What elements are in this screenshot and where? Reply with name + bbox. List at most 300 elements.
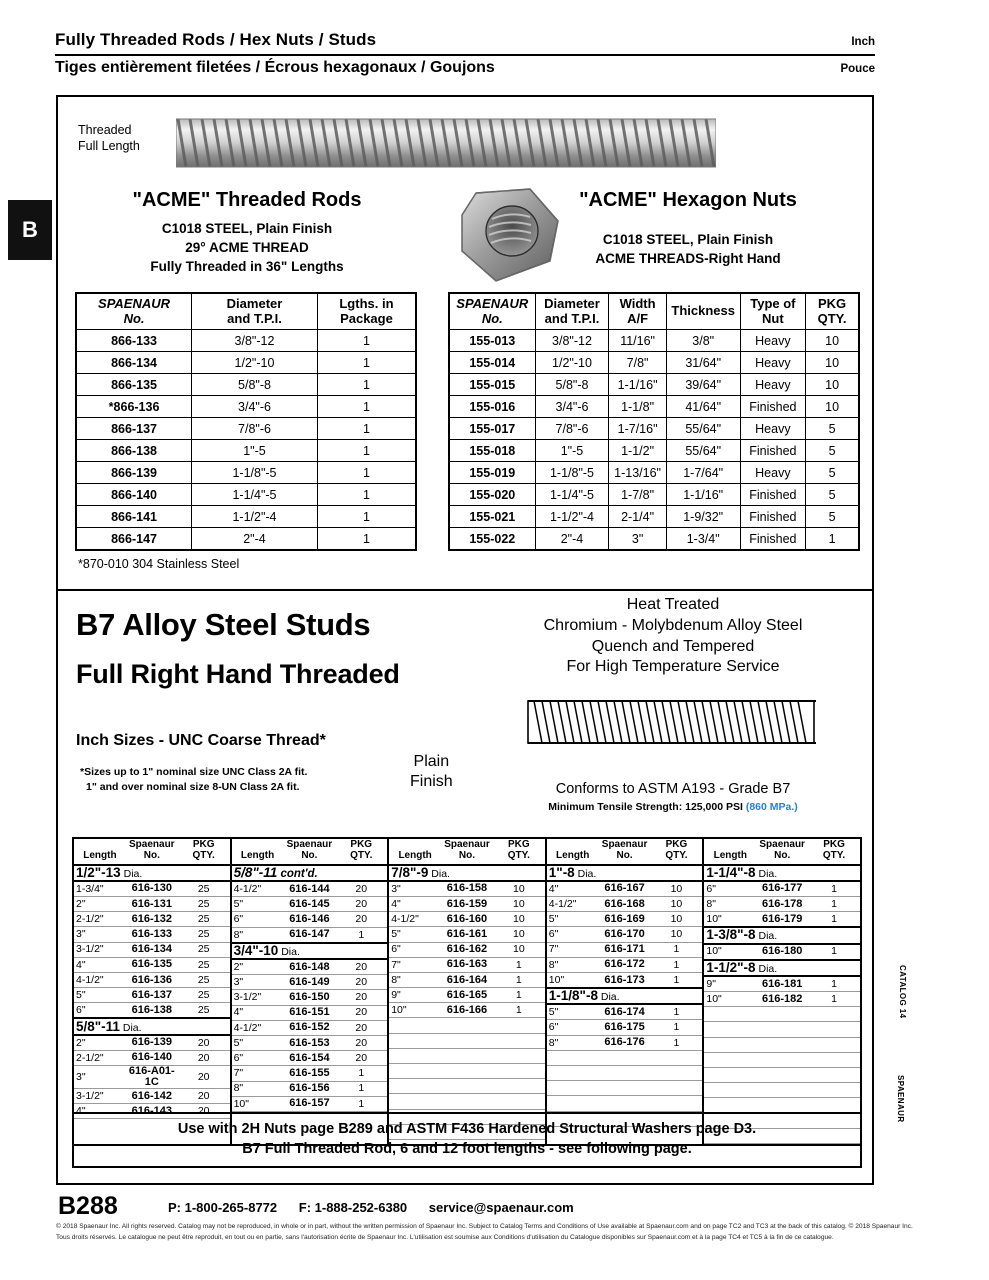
cell-pkg-qty: 20 xyxy=(335,1005,387,1020)
cell-value: 10 xyxy=(806,396,859,418)
cell-spaenaur-no: 616-A01-1C xyxy=(126,1066,178,1089)
cell-value: 1-1/4"-5 xyxy=(535,484,609,506)
cell-length: 2" xyxy=(74,1035,126,1051)
cell-pkg-qty: 20 xyxy=(335,1035,387,1050)
cell-spaenaur-no: 616-151 xyxy=(283,1005,335,1020)
table-row xyxy=(76,374,416,396)
cell-spaenaur-no: 155-021 xyxy=(449,506,535,528)
cell-length: 4-1/2" xyxy=(547,896,599,911)
cell-spaenaur-no: 616-140 xyxy=(126,1050,178,1065)
cell-spaenaur-no: 155-015 xyxy=(449,374,535,396)
table-row-empty xyxy=(547,1066,703,1081)
cell-spaenaur-no: 616-146 xyxy=(283,912,335,927)
cell-length: 4-1/2" xyxy=(232,881,284,897)
cell-pkg-qty: 20 xyxy=(178,1035,230,1051)
table-row xyxy=(74,957,230,972)
acme-rods-sub3: Fully Threaded in 36" Lengths xyxy=(150,259,344,275)
cell-length: 4" xyxy=(74,1104,126,1119)
cell-empty xyxy=(547,1096,599,1111)
table-row xyxy=(449,352,859,374)
b7-desc-line4: For High Temperature Service xyxy=(566,658,780,676)
table-row xyxy=(76,506,416,528)
cell-spaenaur-no: 616-170 xyxy=(599,927,651,942)
cell-value: 41/64" xyxy=(666,396,740,418)
table-row-empty xyxy=(389,1018,545,1033)
cell-spaenaur-no: 616-174 xyxy=(599,1004,651,1020)
table-row xyxy=(74,881,230,897)
acme-rods-table xyxy=(75,292,417,551)
cell-value: 1-1/8"-5 xyxy=(535,462,609,484)
cell-spaenaur-no: 616-133 xyxy=(126,927,178,942)
table-row xyxy=(547,912,703,927)
cell-pkg-qty: 1 xyxy=(808,992,860,1007)
cell-length: 2" xyxy=(74,896,126,911)
table-row-empty xyxy=(547,1081,703,1096)
cell-pkg-qty: 1 xyxy=(335,1066,387,1081)
diameter-header-row xyxy=(232,943,388,959)
cell-value: 3" xyxy=(609,528,666,551)
table-row-empty xyxy=(389,1064,545,1079)
cell-pkg-qty: 10 xyxy=(493,927,545,942)
acme-rods-title: "ACME" Threaded Rods xyxy=(132,189,362,211)
table-row xyxy=(74,988,230,1003)
cell-empty xyxy=(441,1064,493,1079)
cell-value: 1-7/8" xyxy=(609,484,666,506)
cell-empty xyxy=(808,1022,860,1037)
threaded-label-line2: Full Length xyxy=(78,138,140,153)
table-row xyxy=(449,418,859,440)
table-row xyxy=(449,528,859,551)
table-row xyxy=(547,896,703,911)
cell-length: 4" xyxy=(232,1005,284,1020)
cell-length: 5" xyxy=(547,1004,599,1020)
diameter-header-row xyxy=(547,865,703,881)
col-spaenaur-no: SPAENAUR No. xyxy=(76,293,192,330)
cell-length: 10" xyxy=(232,1096,284,1111)
cell-pkg-qty: 1 xyxy=(808,881,860,897)
cell-length: 9" xyxy=(704,976,756,992)
table-row-empty xyxy=(389,1048,545,1063)
cell-spaenaur-no: 616-172 xyxy=(599,957,651,972)
diameter-header-row xyxy=(232,865,388,882)
cell-length: 10" xyxy=(704,944,756,960)
diameter-label: 1"-8 Dia. xyxy=(547,865,703,881)
col-pkg-qty: PKG QTY. xyxy=(808,839,860,865)
cell-value: 10 xyxy=(806,352,859,374)
threaded-full-length-label xyxy=(78,123,140,154)
cell-value: Finished xyxy=(740,506,806,528)
table-row-empty xyxy=(389,1079,545,1094)
cell-pkg-qty: 20 xyxy=(335,912,387,927)
cell-value: 1/2"-10 xyxy=(535,352,609,374)
cell-spaenaur-no: 616-154 xyxy=(283,1051,335,1066)
cell-value: 1 xyxy=(317,484,416,506)
cell-empty xyxy=(389,1094,441,1109)
finish-label: Finish xyxy=(410,773,453,791)
threaded-label-line1: Threaded xyxy=(78,123,132,137)
table-row xyxy=(232,1005,388,1020)
cell-pkg-qty: 1 xyxy=(651,1004,703,1020)
col-pkg-qty: PKG QTY. xyxy=(493,839,545,865)
col-spaenaur-no: SPAENAUR No. xyxy=(449,293,535,330)
table-row xyxy=(449,374,859,396)
vertical-brand-label: SPAENAUR xyxy=(896,1075,905,1123)
cell-empty xyxy=(756,1022,808,1037)
cell-spaenaur-no: 616-165 xyxy=(441,988,493,1003)
cell-value: Heavy xyxy=(740,374,806,396)
table-header-row xyxy=(449,293,859,330)
cell-spaenaur-no: 616-145 xyxy=(283,897,335,912)
cell-length: 6" xyxy=(232,912,284,927)
table-row xyxy=(74,1050,230,1065)
cell-spaenaur-no: 616-173 xyxy=(599,972,651,988)
cell-spaenaur-no: 616-139 xyxy=(126,1035,178,1051)
cell-value: 1-13/16" xyxy=(609,462,666,484)
cell-spaenaur-no: 616-181 xyxy=(756,976,808,992)
cell-spaenaur-no: 616-136 xyxy=(126,972,178,987)
cell-value: 10 xyxy=(806,374,859,396)
cell-value: 1 xyxy=(317,506,416,528)
b7-description xyxy=(478,595,868,678)
col-spaenaur-no: Spaenaur No. xyxy=(283,839,335,865)
table-row xyxy=(232,881,388,897)
cell-length: 6" xyxy=(232,1051,284,1066)
diameter-header-row xyxy=(74,865,230,881)
cell-spaenaur-no: 155-020 xyxy=(449,484,535,506)
cell-value: 5 xyxy=(806,484,859,506)
cell-pkg-qty: 1 xyxy=(493,988,545,1003)
acme-nuts-subtitle xyxy=(513,230,863,268)
table-header-row xyxy=(389,839,545,865)
diameter-label: 1-3/8"-8 Dia. xyxy=(704,927,860,943)
cell-empty xyxy=(756,1098,808,1113)
cell-spaenaur-no: 616-132 xyxy=(126,912,178,927)
table-row xyxy=(547,972,703,988)
cell-length: 7" xyxy=(232,1066,284,1081)
cell-length: 5" xyxy=(74,988,126,1003)
cell-length: 6" xyxy=(704,881,756,897)
col-width-af: Width A/F xyxy=(609,293,666,330)
cell-spaenaur-no: *866-136 xyxy=(76,396,192,418)
cell-spaenaur-no: 866-140 xyxy=(76,484,192,506)
cell-length: 4-1/2" xyxy=(74,972,126,987)
cell-spaenaur-no: 616-160 xyxy=(441,912,493,927)
usage-note-line2: B7 Full Threaded Rod, 6 and 12 foot lengths - see following page. xyxy=(242,1140,692,1157)
cell-empty xyxy=(808,1052,860,1067)
table-row xyxy=(74,927,230,942)
usage-note-line1: Use with 2H Nuts page B289 and ASTM F436 Hardened Structural Washers page D3. xyxy=(177,1121,757,1137)
cell-empty xyxy=(389,1033,441,1048)
col-pkg-qty: PKG QTY. xyxy=(806,293,859,330)
table-row xyxy=(232,912,388,927)
diameter-header-row xyxy=(74,1018,230,1034)
col-pkg-qty: PKG QTY. xyxy=(335,839,387,865)
cell-length: 10" xyxy=(704,992,756,1007)
cell-length: 4" xyxy=(74,957,126,972)
cell-value: Heavy xyxy=(740,352,806,374)
table-row xyxy=(389,957,545,972)
cell-spaenaur-no: 866-138 xyxy=(76,440,192,462)
cell-value: Heavy xyxy=(740,418,806,440)
cell-pkg-qty: 20 xyxy=(335,881,387,897)
cell-empty xyxy=(547,1050,599,1065)
cell-value: 1"-5 xyxy=(535,440,609,462)
cell-empty xyxy=(704,1098,756,1113)
email-address[interactable]: service@spaenaur.com xyxy=(428,1200,574,1215)
cell-value: 5 xyxy=(806,462,859,484)
cell-pkg-qty: 25 xyxy=(178,1003,230,1019)
cell-value: 3/8"-12 xyxy=(535,330,609,352)
cell-pkg-qty: 1 xyxy=(651,972,703,988)
cell-pkg-qty: 1 xyxy=(493,1003,545,1018)
cell-value: 1-1/2" xyxy=(609,440,666,462)
plain-label: Plain xyxy=(413,753,450,770)
cell-value: 1-1/4"-5 xyxy=(192,484,318,506)
table-row xyxy=(704,896,860,911)
header-title-fr: Tiges entièrement filetées / Écrous hexagonaux / Goujons xyxy=(55,59,495,76)
diameter-header-row xyxy=(704,865,860,881)
cell-spaenaur-no: 866-137 xyxy=(76,418,192,440)
cell-spaenaur-no: 616-161 xyxy=(441,927,493,942)
b7-tensile-text: Minimum Tensile Strength: 125,000 PSI xyxy=(548,801,746,813)
table-row xyxy=(232,975,388,990)
cell-pkg-qty: 1 xyxy=(808,912,860,928)
cell-pkg-qty: 1 xyxy=(651,1020,703,1035)
cell-pkg-qty: 25 xyxy=(178,988,230,1003)
cell-empty xyxy=(441,1079,493,1094)
cell-length: 4-1/2" xyxy=(232,1020,284,1035)
cell-value: Finished xyxy=(740,396,806,418)
table-row xyxy=(389,988,545,1003)
table-row xyxy=(704,976,860,992)
cell-value: 1 xyxy=(806,528,859,551)
b7-tensile xyxy=(478,801,868,813)
table-row xyxy=(76,396,416,418)
cell-pkg-qty: 1 xyxy=(493,957,545,972)
cell-empty xyxy=(756,1068,808,1083)
cell-spaenaur-no: 155-016 xyxy=(449,396,535,418)
cell-empty xyxy=(808,1068,860,1083)
col-spaenaur-no: Spaenaur No. xyxy=(756,839,808,865)
cell-length: 8" xyxy=(389,972,441,987)
cell-length: 3" xyxy=(389,881,441,897)
table-row xyxy=(704,881,860,897)
usage-note-box xyxy=(72,1112,862,1168)
table-header-row xyxy=(232,839,388,865)
table-row xyxy=(547,1004,703,1020)
b7-star-note2: 1" and over nominal size 8-UN Class 2A fit. xyxy=(86,781,300,794)
cell-spaenaur-no: 616-144 xyxy=(283,881,335,897)
cell-empty xyxy=(704,1068,756,1083)
vertical-catalog-label: CATALOG 14 xyxy=(898,965,907,1019)
table-row xyxy=(76,352,416,374)
col-spaenaur-no: Spaenaur No. xyxy=(441,839,493,865)
cell-value: 1"-5 xyxy=(192,440,318,462)
cell-spaenaur-no: 616-169 xyxy=(599,912,651,927)
cell-spaenaur-no: 616-159 xyxy=(441,896,493,911)
cell-pkg-qty: 20 xyxy=(335,897,387,912)
col-length: Length xyxy=(547,839,599,865)
col-type-of-nut: Type of Nut xyxy=(740,293,806,330)
cell-pkg-qty: 25 xyxy=(178,957,230,972)
content-frame xyxy=(56,95,874,1185)
cell-length: 3" xyxy=(74,927,126,942)
cell-value: 1/2"-10 xyxy=(192,352,318,374)
cell-length: 10" xyxy=(547,972,599,988)
cell-empty xyxy=(441,1033,493,1048)
cell-pkg-qty: 1 xyxy=(651,942,703,957)
col-length: Length xyxy=(232,839,284,865)
diameter-label: 3/4"-10 Dia. xyxy=(232,943,388,959)
cell-value: 31/64" xyxy=(666,352,740,374)
table-row xyxy=(74,912,230,927)
cell-empty xyxy=(493,1064,545,1079)
cell-pkg-qty: 20 xyxy=(335,1020,387,1035)
cell-length: 2" xyxy=(232,959,284,975)
diameter-label: 7/8"-9 Dia. xyxy=(389,865,545,881)
cell-value: 2"-4 xyxy=(535,528,609,551)
cell-value: Heavy xyxy=(740,330,806,352)
cell-length: 7" xyxy=(547,942,599,957)
cell-empty xyxy=(808,1007,860,1022)
acme-nuts-table xyxy=(448,292,860,551)
cell-value: 3/4"-6 xyxy=(535,396,609,418)
cell-spaenaur-no: 616-148 xyxy=(283,959,335,975)
col-lengths-package: Lgths. in Package xyxy=(317,293,416,330)
cell-spaenaur-no: 616-134 xyxy=(126,942,178,957)
page-header xyxy=(55,30,875,77)
cell-length: 4" xyxy=(389,896,441,911)
cell-empty xyxy=(547,1066,599,1081)
cell-value: 1-1/16" xyxy=(666,484,740,506)
studs-column-group xyxy=(389,839,547,1144)
cell-empty xyxy=(599,1050,651,1065)
cell-empty xyxy=(493,1094,545,1109)
cell-spaenaur-no: 616-155 xyxy=(283,1066,335,1081)
table-row-empty xyxy=(389,1033,545,1048)
cell-pkg-qty: 25 xyxy=(178,942,230,957)
cell-spaenaur-no: 616-171 xyxy=(599,942,651,957)
diameter-label: 5/8"-11 Dia. xyxy=(74,1018,230,1034)
cell-length: 3-1/2" xyxy=(74,942,126,957)
stud-line-drawing xyxy=(526,695,816,749)
cell-value: 1-1/8"-5 xyxy=(192,462,318,484)
cell-value: 1 xyxy=(317,462,416,484)
acme-rods-tbody xyxy=(76,330,416,551)
cell-pkg-qty: 1 xyxy=(335,1096,387,1111)
cell-value: 5 xyxy=(806,506,859,528)
table-row xyxy=(232,897,388,912)
table-row xyxy=(74,1035,230,1051)
cell-pkg-qty: 10 xyxy=(493,881,545,897)
table-row xyxy=(389,942,545,957)
cell-spaenaur-no: 866-141 xyxy=(76,506,192,528)
table-row xyxy=(232,927,388,943)
table-row xyxy=(449,462,859,484)
table-row xyxy=(76,418,416,440)
cell-empty xyxy=(493,1079,545,1094)
cell-empty xyxy=(651,1096,703,1111)
cell-length: 7" xyxy=(389,957,441,972)
table-header-row xyxy=(74,839,230,865)
cell-spaenaur-no: 616-142 xyxy=(126,1089,178,1104)
table-row xyxy=(547,1035,703,1050)
cell-spaenaur-no: 616-135 xyxy=(126,957,178,972)
table-row xyxy=(547,1020,703,1035)
cell-value: 1-1/2"-4 xyxy=(192,506,318,528)
cell-length: 8" xyxy=(704,896,756,911)
table-row xyxy=(232,1035,388,1050)
cell-value: Heavy xyxy=(740,462,806,484)
table-row-empty xyxy=(704,1052,860,1067)
table-row xyxy=(449,330,859,352)
cell-empty xyxy=(599,1096,651,1111)
cell-spaenaur-no: 616-176 xyxy=(599,1035,651,1050)
col-diameter-tpi: Diameter and T.P.I. xyxy=(535,293,609,330)
cell-value: 2-1/4" xyxy=(609,506,666,528)
cell-spaenaur-no: 616-178 xyxy=(756,896,808,911)
acme-rods-subtitle xyxy=(72,219,422,276)
cell-empty xyxy=(441,1094,493,1109)
cell-spaenaur-no: 866-139 xyxy=(76,462,192,484)
cell-value: 1 xyxy=(317,352,416,374)
cell-pkg-qty: 10 xyxy=(651,927,703,942)
header-title-en: Fully Threaded Rods / Hex Nuts / Studs xyxy=(55,30,377,49)
cell-empty xyxy=(651,1081,703,1096)
fax-number: F: 1-888-252-6380 xyxy=(298,1200,408,1215)
cell-pkg-qty: 20 xyxy=(335,975,387,990)
cell-value: 1-1/2"-4 xyxy=(535,506,609,528)
b7-desc-line3: Quench and Tempered xyxy=(591,637,755,655)
cell-pkg-qty: 10 xyxy=(651,881,703,897)
cell-empty xyxy=(756,1007,808,1022)
cell-empty xyxy=(808,1037,860,1052)
cell-pkg-qty: 20 xyxy=(178,1066,230,1089)
table-row-empty xyxy=(704,1098,860,1113)
cell-length: 6" xyxy=(547,927,599,942)
phone-number: P: 1-800-265-8772 xyxy=(168,1200,278,1215)
threaded-rod-image xyxy=(176,115,716,171)
table-row-empty xyxy=(547,1096,703,1111)
cell-spaenaur-no: 616-175 xyxy=(599,1020,651,1035)
cell-empty xyxy=(389,1048,441,1063)
cell-spaenaur-no: 616-130 xyxy=(126,881,178,897)
cell-length: 5" xyxy=(232,897,284,912)
cell-pkg-qty: 1 xyxy=(651,1035,703,1050)
b7-star-note1: *Sizes up to 1" nominal size UNC Class 2A fit. xyxy=(80,766,308,778)
table-row-empty xyxy=(704,1083,860,1098)
cell-length: 3" xyxy=(74,1066,126,1089)
table-row xyxy=(232,1020,388,1035)
studs-column-group xyxy=(547,839,705,1144)
cell-value: 1 xyxy=(317,528,416,551)
b7-conforms: Conforms to ASTM A193 - Grade B7 xyxy=(555,781,791,797)
table-row xyxy=(449,484,859,506)
table-row xyxy=(389,912,545,927)
table-row xyxy=(547,881,703,897)
cell-length: 10" xyxy=(704,912,756,928)
col-pkg-qty: PKG QTY. xyxy=(651,839,703,865)
cell-empty xyxy=(704,1083,756,1098)
cell-value: 10 xyxy=(806,330,859,352)
cell-spaenaur-no: 616-150 xyxy=(283,990,335,1005)
cell-length: 3" xyxy=(232,975,284,990)
table-row xyxy=(232,990,388,1005)
acme-rods-sub1: C1018 STEEL, Plain Finish xyxy=(161,221,333,236)
col-length: Length xyxy=(704,839,756,865)
cell-empty xyxy=(389,1064,441,1079)
rods-footnote: *870-010 304 Stainless Steel xyxy=(78,557,240,571)
